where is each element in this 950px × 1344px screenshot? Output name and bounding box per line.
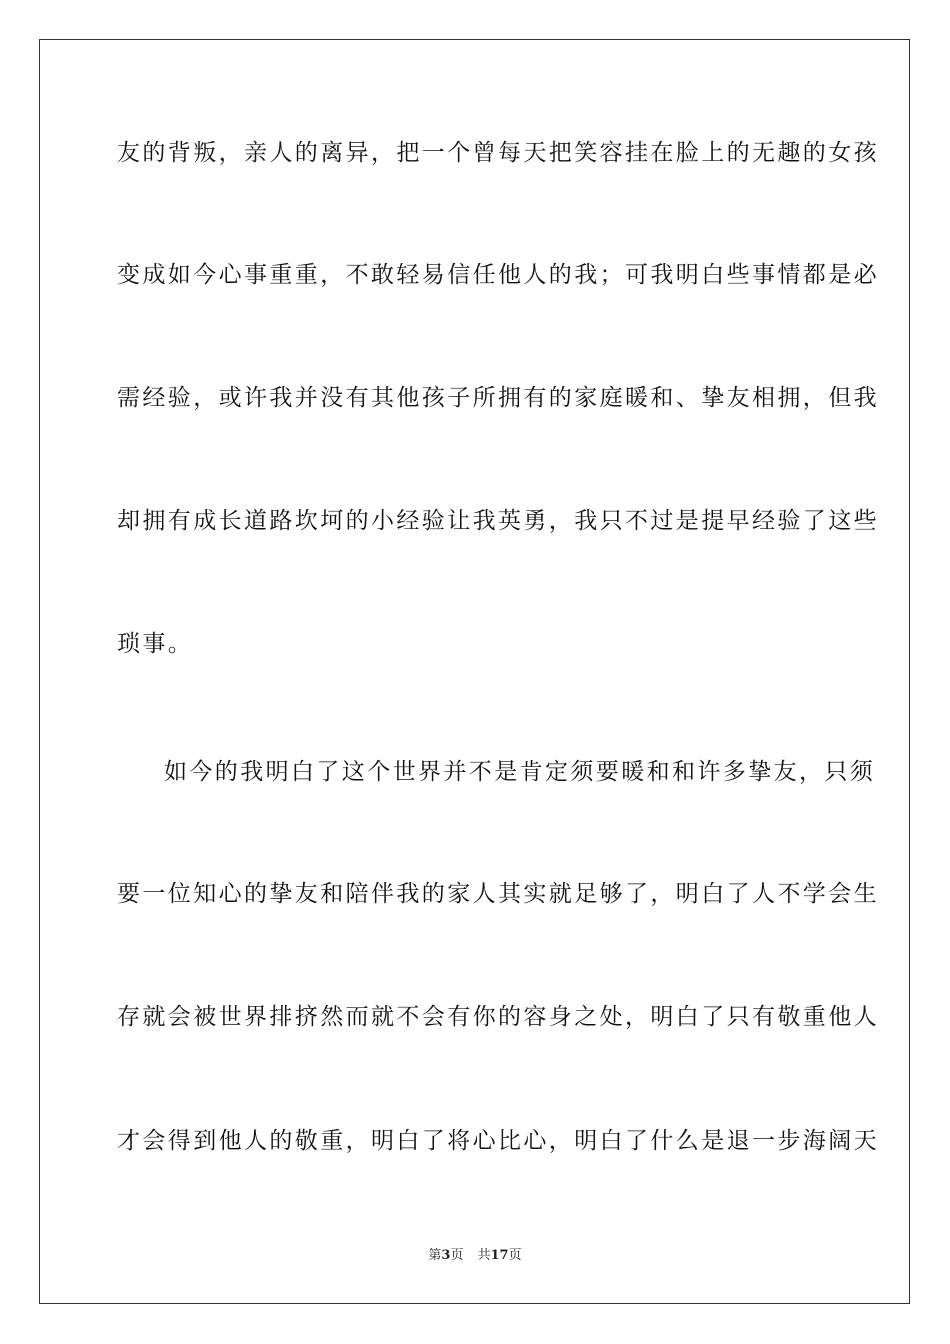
body-text-line-7: 要一位知心的挚友和陪伴我的家人其实就足够了，明白了人不学会生 bbox=[117, 881, 879, 907]
body-text-line-3: 需经验，或许我并没有其他孩子所拥有的家庭暖和、挚友相拥，但我 bbox=[117, 385, 879, 411]
paragraph-first-line: 如今的我明白了这个世界并不是肯定须要暖和和许多挚友，只须 bbox=[164, 759, 876, 785]
total-label-prefix: 共 bbox=[477, 1248, 491, 1263]
total-label-suffix: 页 bbox=[508, 1248, 522, 1263]
current-page-number: 3 bbox=[441, 1248, 451, 1263]
body-text-line-1: 友的背叛，亲人的离异，把一个曾每天把笑容挂在脸上的无趣的女孩 bbox=[117, 140, 879, 166]
page-border bbox=[39, 39, 910, 1304]
page-label-prefix: 第 bbox=[428, 1248, 442, 1263]
body-text-line-5: 琐事。 bbox=[117, 631, 194, 657]
total-page-count: 17 bbox=[490, 1248, 509, 1263]
body-text-line-2: 变成如今心事重重，不敢轻易信任他人的我；可我明白些事情都是必 bbox=[117, 262, 879, 288]
body-text-line-9: 才会得到他人的敬重，明白了将心比心，明白了什么是退一步海阔天 bbox=[117, 1128, 879, 1154]
page-footer bbox=[0, 1247, 950, 1265]
body-text-line-4: 却拥有成长道路坎坷的小经验让我英勇，我只不过是提早经验了这些 bbox=[117, 508, 879, 534]
page-label-suffix: 页 bbox=[450, 1248, 464, 1263]
body-text-line-8: 存就会被世界排挤然而就不会有你的容身之处，明白了只有敬重他人 bbox=[117, 1004, 879, 1030]
